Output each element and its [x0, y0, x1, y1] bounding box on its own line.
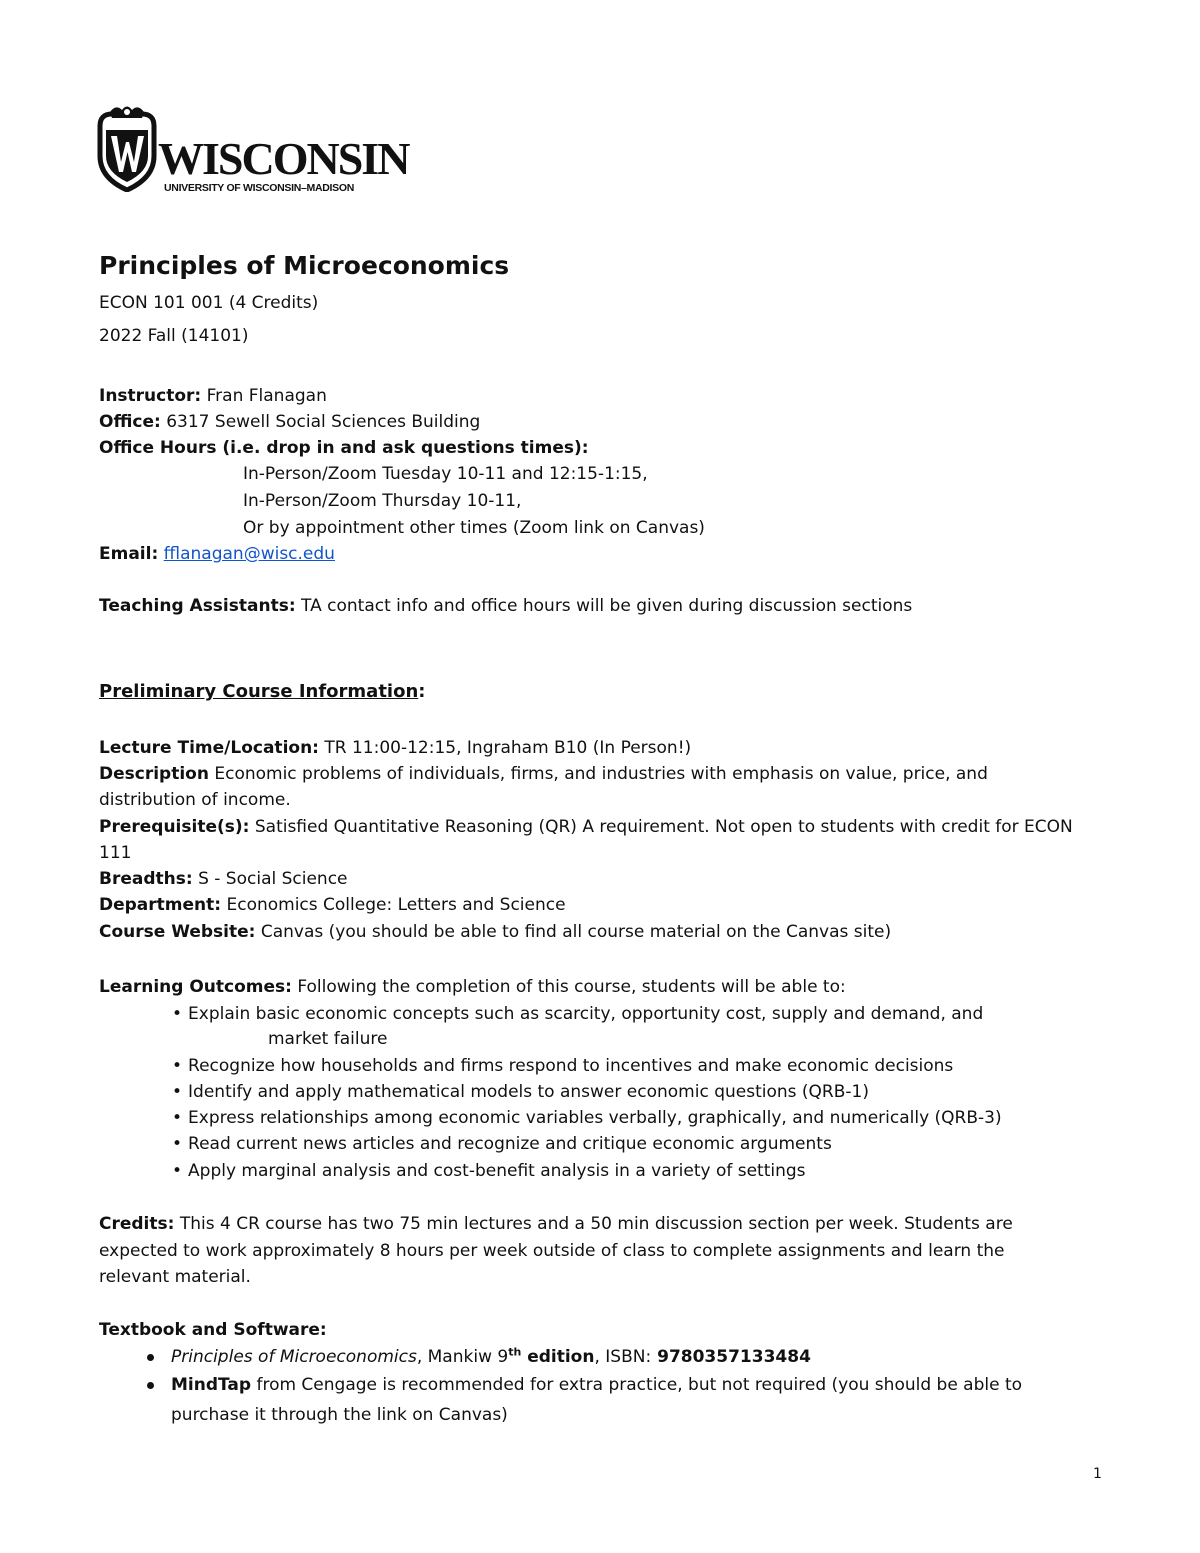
textbook-item: [171, 1347, 811, 1367]
mindtap-label: MindTap: [171, 1375, 252, 1395]
wordmark: WISCONSIN: [158, 133, 409, 184]
outcome-item: • Express relationships among economic variables verbally, graphically, and numerically (QRB-3): [172, 1108, 1002, 1128]
office-hours-label: Office Hours (i.e. drop in and ask questions times):: [99, 438, 589, 458]
office-line: [99, 412, 480, 432]
office-hours-line: In-Person/Zoom Thursday 10-11,: [243, 491, 522, 511]
textbook-label: Textbook and Software:: [99, 1320, 327, 1340]
mindtap-value: from Cengage is recommended for extra practice, but not required (you should be able to: [251, 1375, 1023, 1395]
prereq-label: Prerequisite(s):: [99, 817, 250, 837]
instructor-label: Instructor:: [99, 386, 202, 406]
lecture-line: [99, 738, 691, 758]
outcomes-line: [99, 977, 846, 997]
prereq-line-2: 111: [99, 843, 132, 863]
bullet-icon: [147, 1354, 154, 1361]
course-code: ECON 101 001 (4 Credits): [99, 293, 319, 313]
office-value: 6317 Sewell Social Sciences Building: [160, 412, 481, 432]
prereq-value: Satisfied Quantitative Reasoning (QR) A requirement. Not open to students with credit for ECON: [249, 817, 1073, 837]
book-title: Principles of Microeconomics: [171, 1347, 417, 1367]
credits-label: Credits:: [99, 1214, 175, 1234]
office-hours-line: Or by appointment other times (Zoom link on Canvas): [243, 518, 705, 538]
sub-wordmark: UNIVERSITY OF WISCONSIN–MADISON: [164, 182, 355, 194]
book-author: , Mankiw 9: [416, 1347, 509, 1367]
instructor-line: [99, 386, 327, 406]
instructor-value: Fran Flanagan: [201, 386, 327, 406]
ta-label: Teaching Assistants:: [99, 596, 296, 616]
outcome-item-continued: market failure: [268, 1029, 388, 1049]
email-line: [99, 544, 335, 564]
website-label: Course Website:: [99, 922, 256, 942]
software-item-continued: purchase it through the link on Canvas): [171, 1405, 508, 1425]
description-line: [99, 764, 988, 784]
outcome-item: • Explain basic economic concepts such as scarcity, opportunity cost, supply and demand, and: [172, 1004, 983, 1024]
book-edition-sup: th: [508, 1345, 522, 1359]
office-hours-line: In-Person/Zoom Tuesday 10-11 and 12:15-1:15,: [243, 464, 648, 484]
lecture-label: Lecture Time/Location:: [99, 738, 319, 758]
department-value: Economics College: Letters and Science: [221, 895, 566, 915]
book-edition: edition: [521, 1347, 595, 1367]
course-title: Principles of Microeconomics: [99, 251, 510, 280]
uw-crest-icon: [92, 104, 162, 192]
breadths-value: S - Social Science: [192, 869, 348, 889]
outcome-item: • Recognize how households and firms respond to incentives and make economic decisions: [172, 1056, 953, 1076]
description-value: Economic problems of individuals, firms, and industries with emphasis on value, price, and: [208, 764, 988, 784]
ta-line: [99, 596, 912, 616]
credits-line: [99, 1214, 1013, 1234]
credits-value: This 4 CR course has two 75 min lectures and a 50 min discussion section per week. Students are: [174, 1214, 1013, 1234]
book-isbn-label: , ISBN:: [594, 1347, 652, 1367]
outcome-item: • Identify and apply mathematical models to answer economic questions (QRB-1): [172, 1082, 869, 1102]
website-line: [99, 922, 891, 942]
outcomes-label: Learning Outcomes:: [99, 977, 292, 997]
page-number: 1: [1093, 1466, 1102, 1482]
course-term: 2022 Fall (14101): [99, 326, 249, 346]
email-label: Email:: [99, 544, 159, 564]
outcome-item: • Read current news articles and recognize and critique economic arguments: [172, 1134, 832, 1154]
department-line: [99, 895, 566, 915]
section-heading-colon: :: [418, 681, 426, 702]
description-label: Description: [99, 764, 209, 784]
software-item: [171, 1375, 1022, 1395]
description-line-2: distribution of income.: [99, 790, 291, 810]
department-label: Department:: [99, 895, 222, 915]
breadths-line: [99, 869, 348, 889]
credits-line-3: relevant material.: [99, 1267, 251, 1287]
section-heading: [99, 681, 425, 703]
credits-line-2: expected to work approximately 8 hours per week outside of class to complete assignments and learn the: [99, 1241, 1005, 1261]
email-link[interactable]: fflanagan@wisc.edu: [163, 544, 335, 564]
outcome-item: • Apply marginal analysis and cost-benefit analysis in a variety of settings: [172, 1161, 806, 1181]
office-label: Office:: [99, 412, 161, 432]
lecture-value: TR 11:00-12:15, Ingraham B10 (In Person!): [318, 738, 692, 758]
outcomes-intro: Following the completion of this course, students will be able to:: [291, 977, 846, 997]
section-heading-text: Preliminary Course Information: [99, 681, 419, 702]
ta-value: TA contact info and office hours will be given during discussion sections: [295, 596, 913, 616]
book-isbn: 9780357133484: [651, 1347, 811, 1367]
bullet-icon: [147, 1382, 154, 1389]
university-logo: [92, 104, 412, 196]
prereq-line: [99, 817, 1073, 837]
website-value: Canvas (you should be able to find all course material on the Canvas site): [255, 922, 892, 942]
breadths-label: Breadths:: [99, 869, 193, 889]
